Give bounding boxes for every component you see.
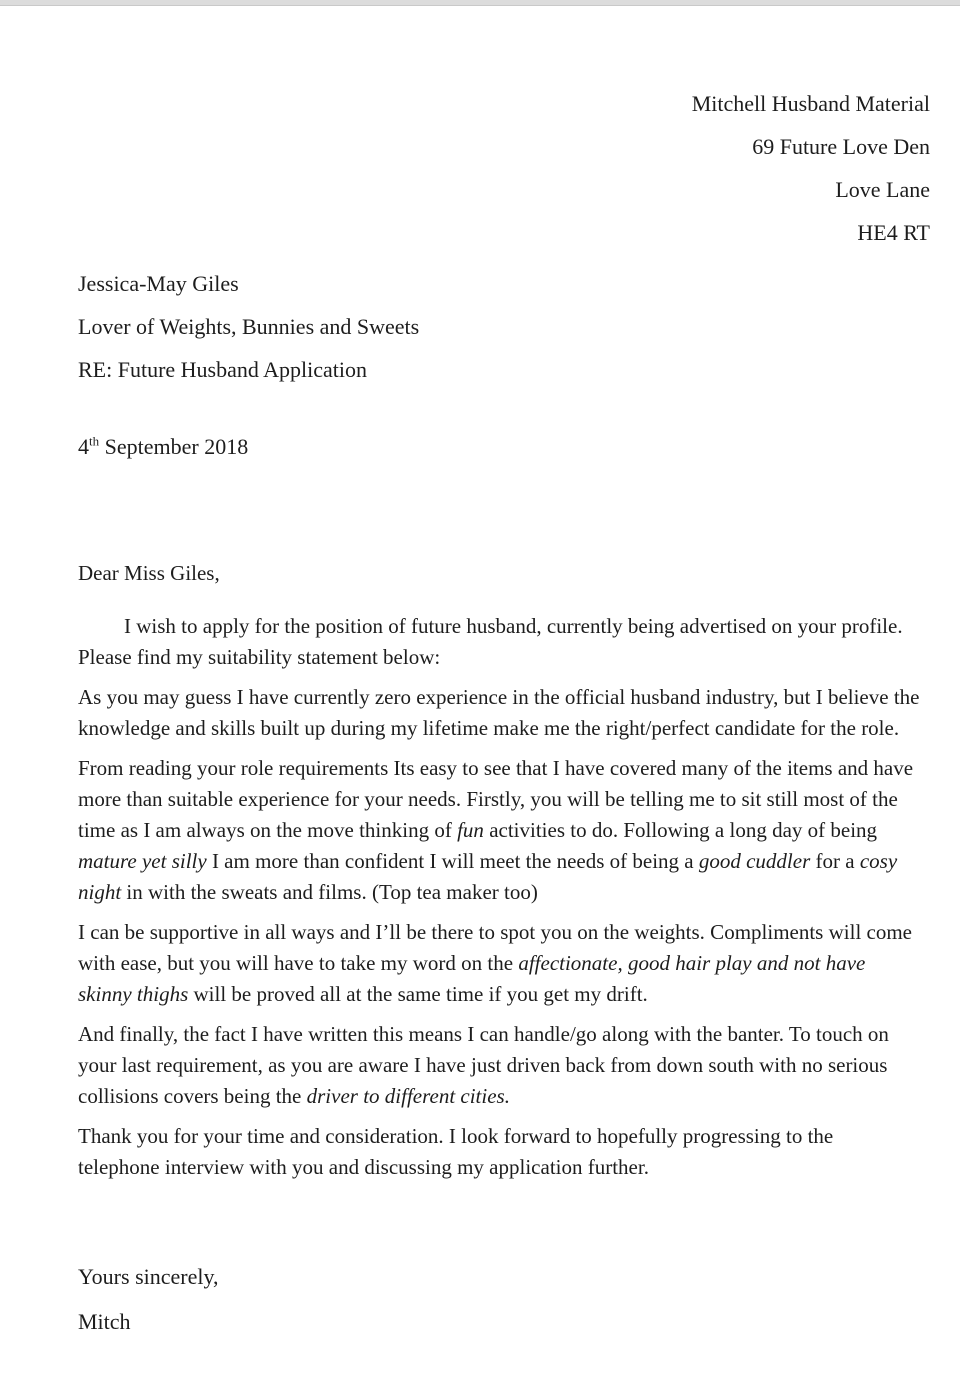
recipient-title-line: Lover of Weights, Bunnies and Sweets (78, 314, 420, 339)
closing-valediction: Yours sincerely, (78, 1264, 219, 1289)
date-ordinal-suffix: th (89, 433, 100, 449)
sender-address-line: 69 Future Love Den (752, 134, 930, 159)
signature-name: Mitch (78, 1309, 131, 1334)
date-month-year: September 2018 (99, 434, 249, 459)
recipient-block (78, 262, 960, 391)
recipient-name: Jessica-May Giles (78, 271, 239, 296)
salutation: Dear Miss Giles, (78, 561, 220, 585)
letter-paragraph-experience: As you may guess I have currently zero experience in the official husband industry, but I believe the knowledge and skills built up during my lifetime make me the right/perfect candidate for the role. (78, 685, 920, 740)
date-line (78, 431, 960, 462)
sender-address-block (0, 82, 930, 254)
letter-paragraph-intro: I wish to apply for the position of future husband, currently being advertised on your profile. Please find my suitability statement below: (78, 614, 903, 669)
letter-paragraph-banter: And finally, the fact I have written this means I can handle/go along with the banter. To touch on your last requirement, as you are aware I have just driven back from down south with no serious collisions covers being the driver to different cities. (78, 1022, 889, 1108)
page-top-edge (0, 0, 960, 6)
date-day: 4 (78, 434, 89, 459)
sender-address-line: Love Lane (835, 177, 930, 202)
sender-address-line: HE4 RT (857, 220, 930, 245)
letter-paragraph-requirements: From reading your role requirements Its easy to see that I have covered many of the items and have more than suitable experience for your needs. Firstly, you will be telling me to sit still most of the time as I am always on the move thinking of fun activities to do. Following a long day of being mature yet silly I am more than confident I will meet the needs of being a good cuddler for a cosy night in with the sweats and films. (Top tea maker too) (78, 756, 914, 904)
letter-paragraph-thanks: Thank you for your time and consideration. I look forward to hopefully progressing to the telephone interview with you and discussing my application further. (78, 1124, 834, 1179)
sender-address-line: Mitchell Husband Material (691, 91, 930, 116)
subject-line: RE: Future Husband Application (78, 357, 368, 382)
letter-paragraph-supportive: I can be supportive in all ways and I’ll be there to spot you on the weights. Compliments will come with ease, but you will have to take my word on the affectionate, good hair play and not have skinny thighs will be proved all at the same time if you get my drift. (78, 920, 913, 1006)
